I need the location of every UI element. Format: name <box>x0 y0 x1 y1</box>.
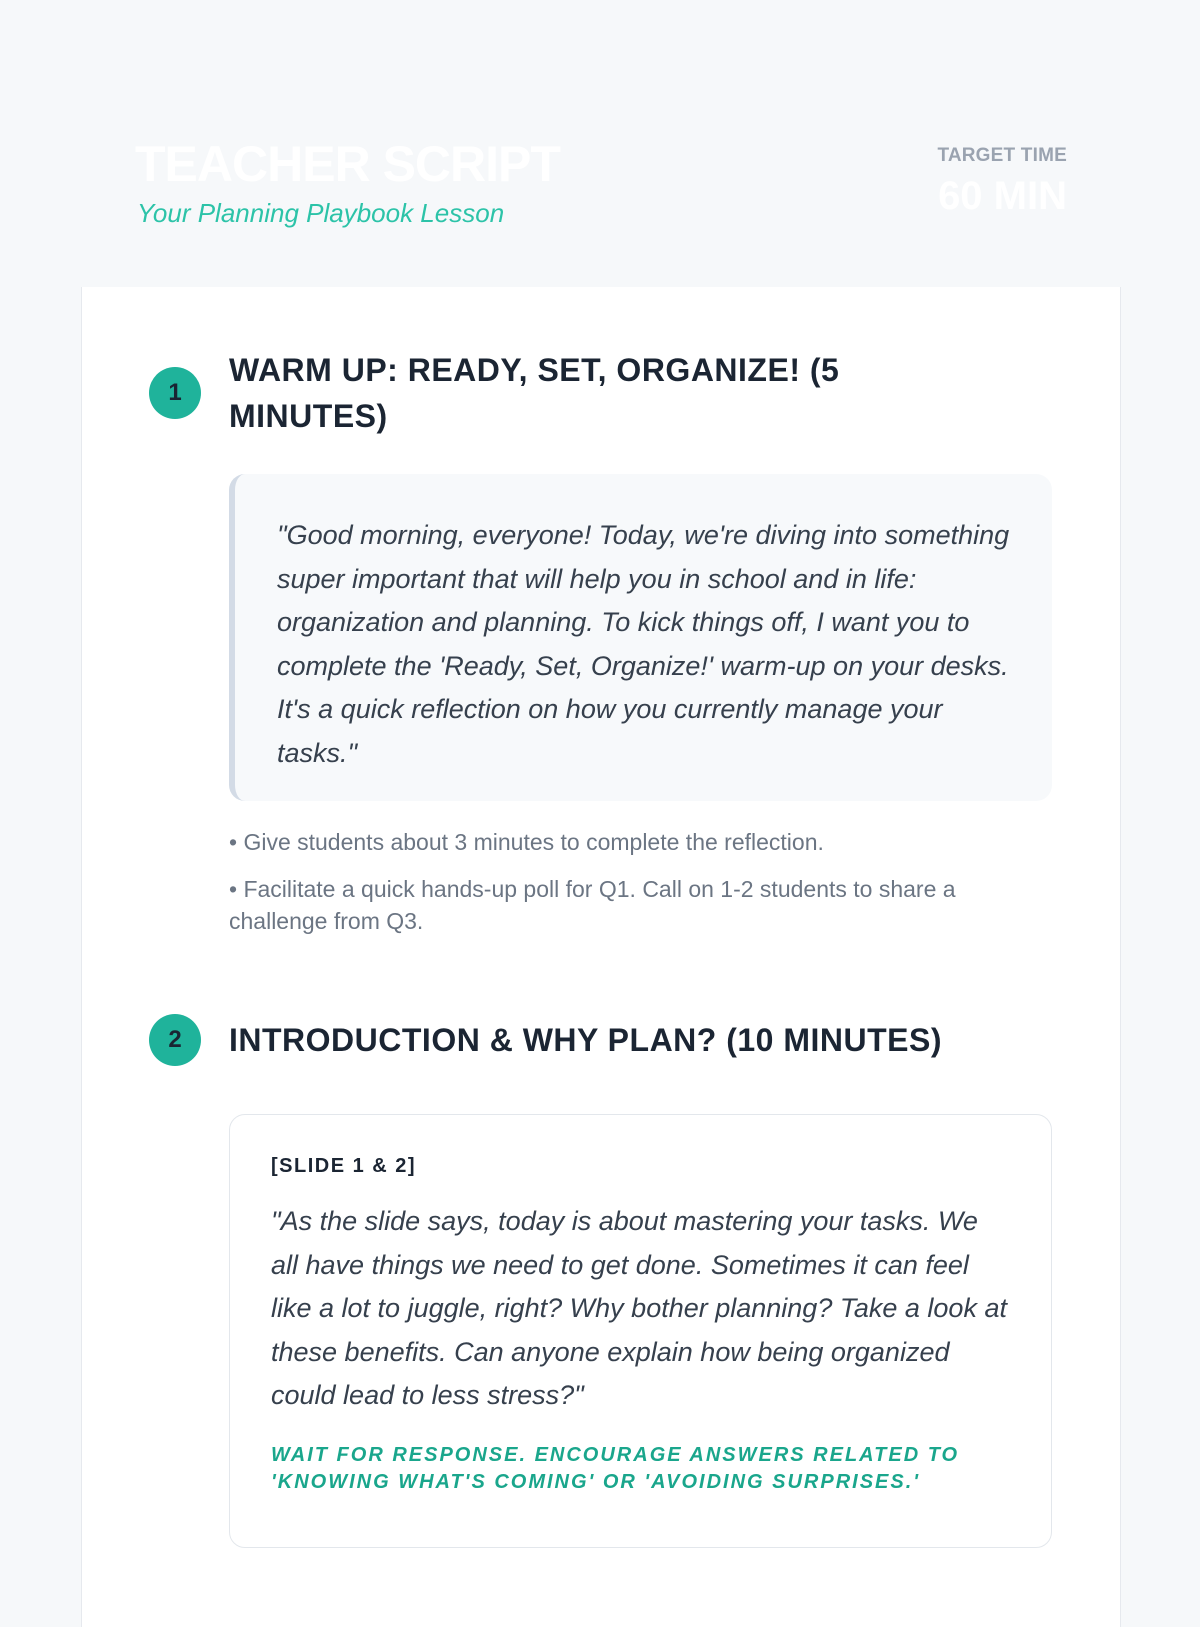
script-card <box>81 287 1121 1627</box>
document-subtitle: Your Planning Playbook Lesson <box>137 198 505 228</box>
target-time-label: TARGET TIME <box>937 145 1067 166</box>
script-quote: "Good morning, everyone! Today, we're diving into something super important that will help you in school and in life: organization and planning. To kick things off, I want you to complete the 'Ready, Set, Organize!' warm-up on your desks. It's a quick reflection on how you currently manage your tasks." <box>277 520 1010 768</box>
teacher-note: • Give students about 3 minutes to complete the reflection. <box>229 829 824 855</box>
section-title: INTRODUCTION & WHY PLAN? (10 MINUTES) <box>229 1022 943 1058</box>
target-time-value: 60 MIN <box>938 174 1067 218</box>
teacher-notes <box>229 826 1029 952</box>
step-number-badge: 1 <box>149 367 201 419</box>
slide-reference-label: [SLIDE 1 & 2] <box>271 1155 417 1177</box>
slide-script-box <box>229 1114 1052 1548</box>
step-number-badge: 2 <box>149 1014 201 1066</box>
script-quote: "As the slide says, today is about mastering your tasks. We all have things we need to get done. Sometimes it can feel like a lot to juggle, right? Why bother planning? Take a look at these benefits. Can anyone explain how being organized could lead to less stress?" <box>271 1206 1007 1410</box>
section-title: WARM UP: READY, SET, ORGANIZE! (5 MINUTES) <box>229 352 840 434</box>
script-quote-box <box>229 474 1052 801</box>
document-title: TEACHER SCRIPT <box>135 136 560 192</box>
teacher-note: • Facilitate a quick hands-up poll for Q1. Call on 1-2 students to share a challenge from Q3. <box>229 876 956 934</box>
page-header <box>0 0 1200 287</box>
teacher-instruction: WAIT FOR RESPONSE. ENCOURAGE ANSWERS RELATED TO 'KNOWING WHAT'S COMING' OR 'AVOIDING SURPRISES.' <box>271 1443 960 1493</box>
